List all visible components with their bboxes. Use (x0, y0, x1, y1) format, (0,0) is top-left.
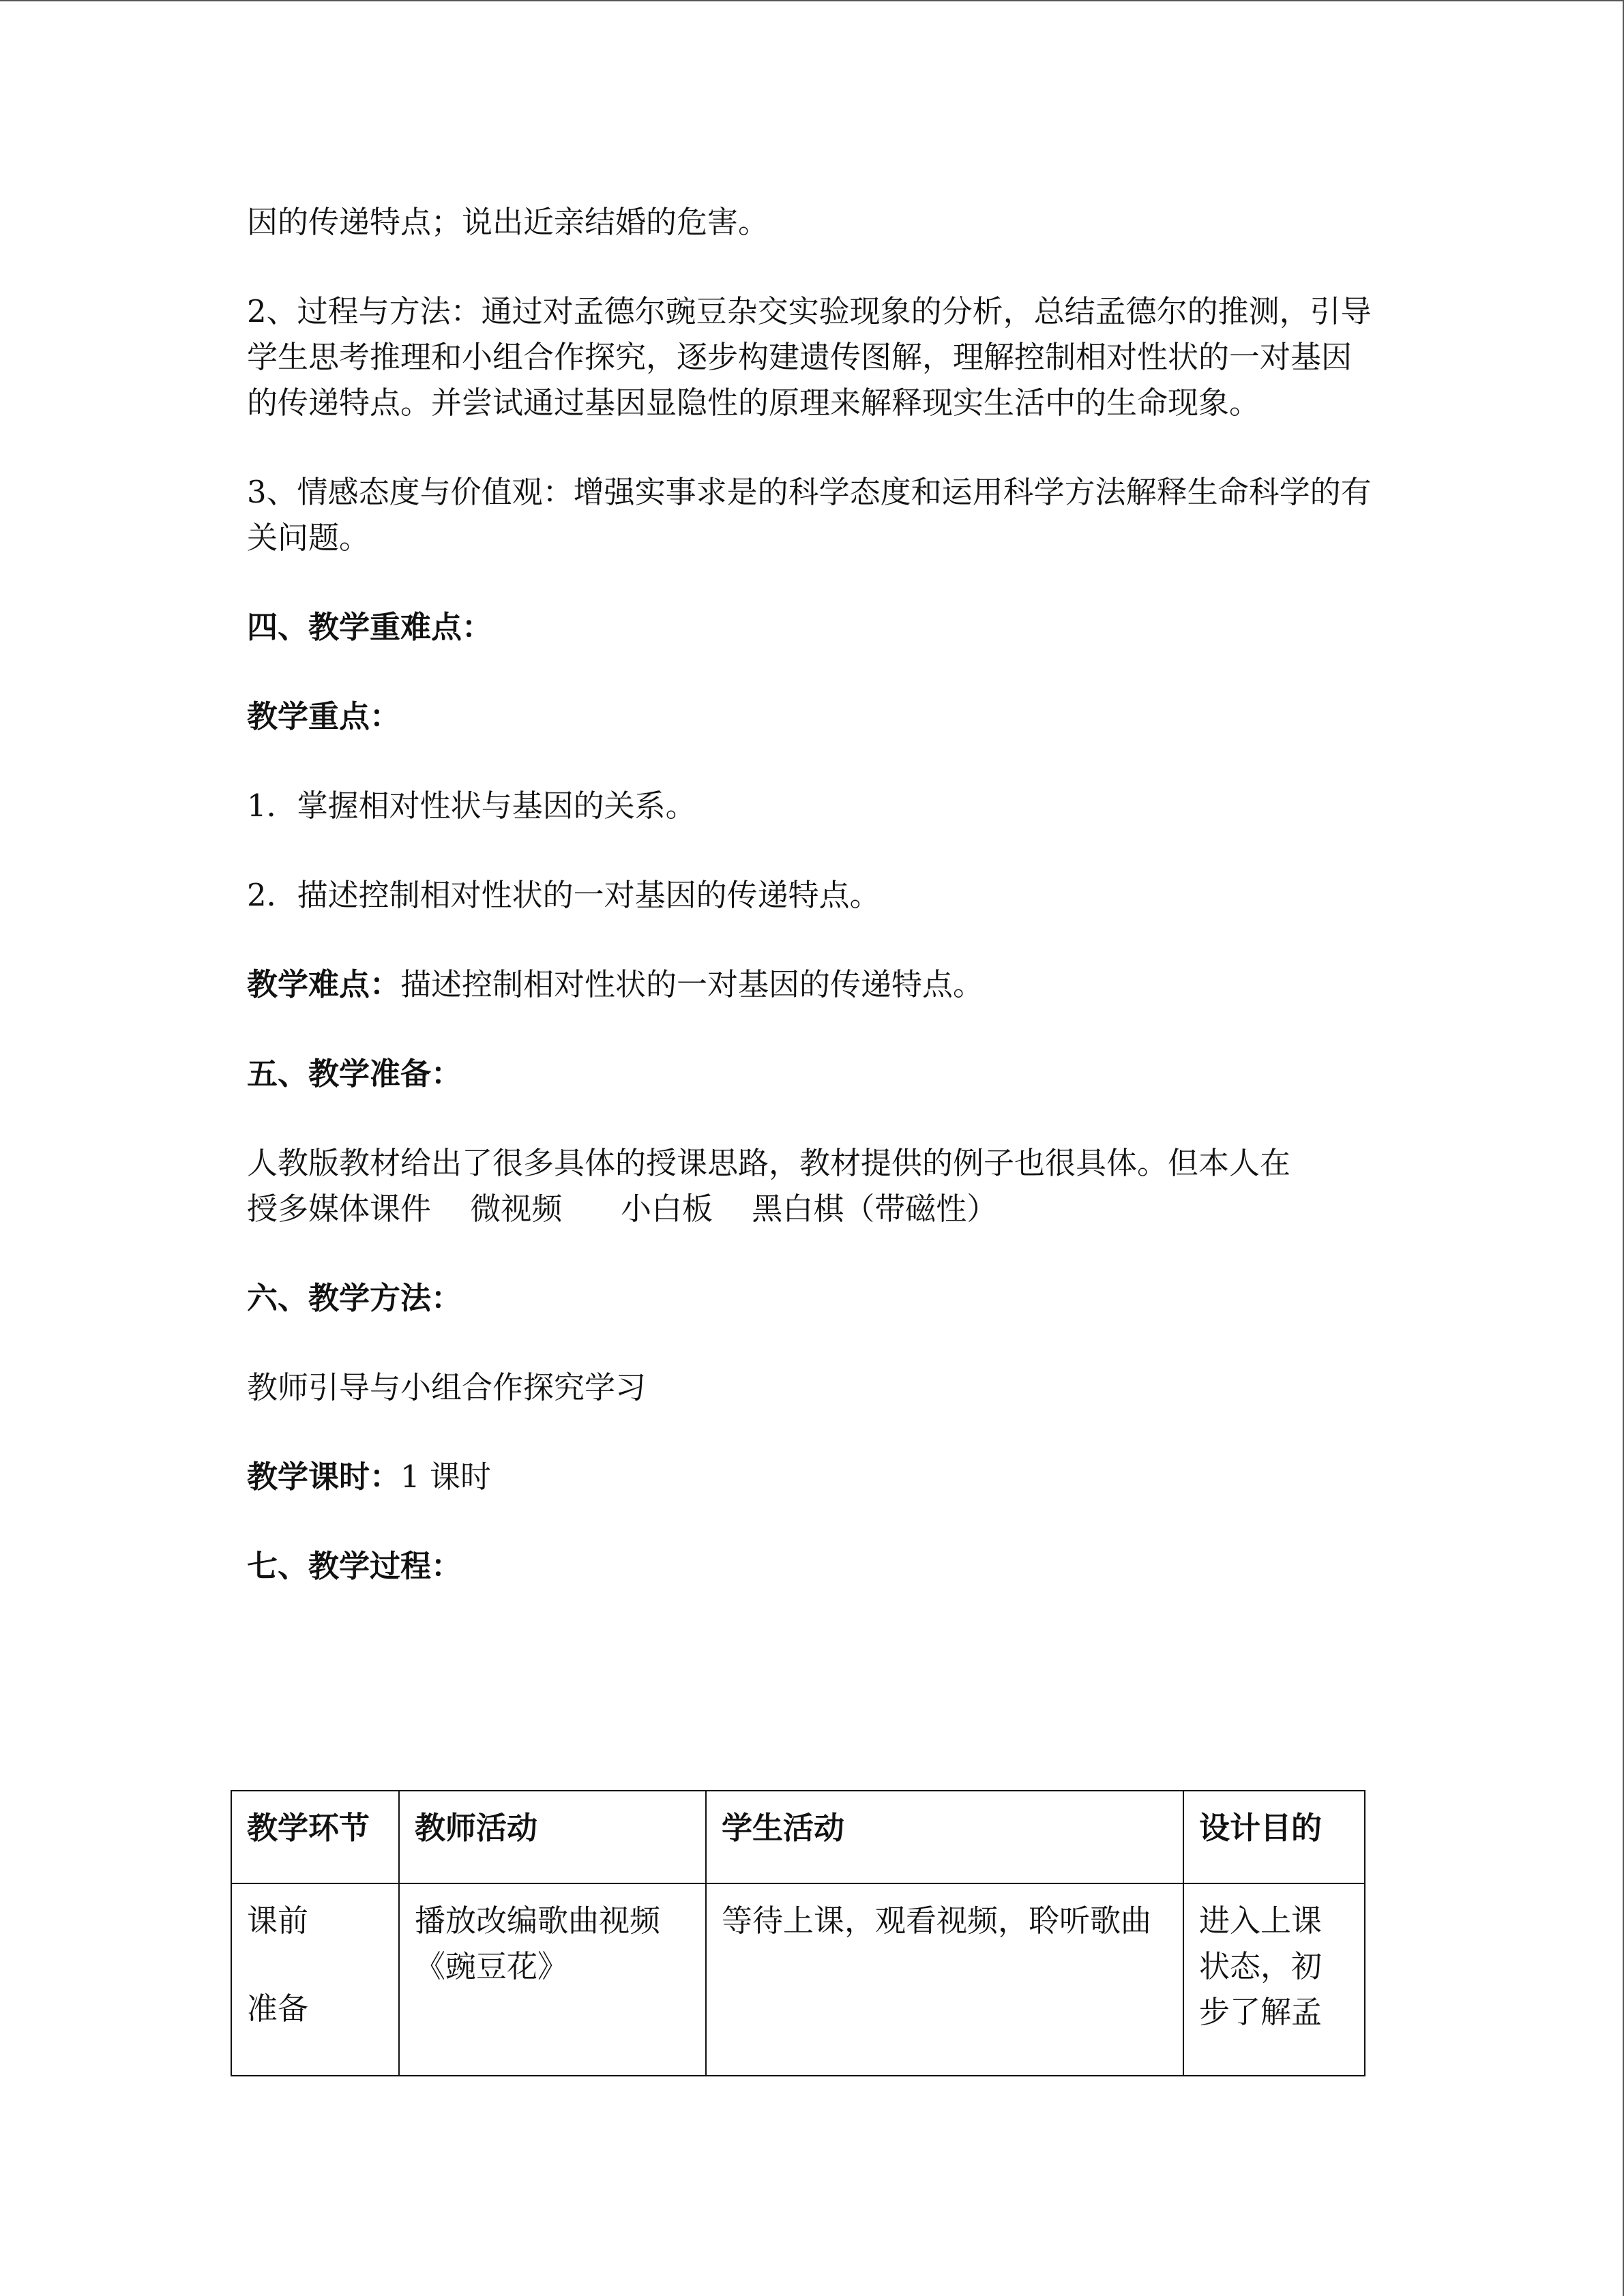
table-row (231, 1883, 1365, 2076)
heading-key-difficult-points: 四、教学重难点： (247, 609, 493, 645)
paragraph-preparation (247, 1140, 1379, 1232)
document-body (247, 199, 1379, 1632)
header-design-purpose: 设计目的 (1183, 1791, 1365, 1883)
cell-design-purpose (1183, 1883, 1365, 2076)
header-student-activity: 学生活动 (706, 1791, 1183, 1883)
key-point-2: 2．描述控制相对性状的一对基因的传递特点。 (247, 877, 881, 913)
difficult-point-label: 教学难点： (247, 966, 401, 1002)
cell-student-activity: 等待上课，观看视频，聆听歌曲 (706, 1883, 1183, 2076)
difficult-point (247, 961, 1379, 1007)
purpose-line-1: 进入上课 (1199, 1903, 1323, 1939)
heading-key-points: 教学重点： (247, 698, 401, 734)
heading-preparation: 五、教学准备： (247, 1056, 462, 1092)
teaching-hours-value: 1 课时 (400, 1459, 491, 1495)
stage-line-2: 准备 (247, 1991, 309, 2027)
teaching-process-table (231, 1790, 1365, 2076)
paragraph-continuation: 因的传递特点；说出近亲结婚的危害。 (247, 204, 769, 240)
heading-teaching-process: 七、教学过程： (247, 1548, 462, 1584)
purpose-line-3: 步了解孟 (1199, 1994, 1323, 2030)
preparation-line-1: 人教版教材给出了很多具体的授课思路，教材提供的例子也很具体。但本人在 (247, 1145, 1291, 1181)
purpose-line-2: 状态，初 (1199, 1948, 1323, 1984)
heading-methods: 六、教学方法： (247, 1280, 462, 1316)
cell-stage (231, 1883, 399, 2076)
teaching-hours-label: 教学课时： (247, 1459, 401, 1495)
cell-teacher-activity (399, 1883, 706, 2076)
stage-line-1: 课前 (247, 1903, 309, 1939)
key-point-1: 1．掌握相对性状与基因的关系。 (247, 788, 696, 824)
header-teacher-activity: 教师活动 (399, 1791, 706, 1883)
paragraph-methods: 教师引导与小组合作探究学习 (247, 1369, 647, 1405)
preparation-line-2: 授多媒体课件 微视频 小白板 黑白棋（带磁性） (247, 1191, 998, 1227)
teaching-hours (247, 1454, 1379, 1500)
teacher-activity-line-2: 《豌豆花》 (415, 1948, 569, 1984)
table-header-row (231, 1791, 1365, 1883)
difficult-point-text: 描述控制相对性状的一对基因的传递特点。 (400, 966, 984, 1002)
paragraph-process-methods: 2、过程与方法：通过对孟德尔豌豆杂交实验现象的分析，总结孟德尔的推测，引导学生思考推理和小组合作探究，逐步构建遗传图解，理解控制相对性状的一对基因的传递特点。并尝试通过基因显隐性的原理来解释现实生活中的生命现象。 (247, 293, 1372, 421)
header-stage: 教学环节 (231, 1791, 399, 1883)
teacher-activity-line-1: 播放改编歌曲视频 (415, 1903, 661, 1939)
paragraph-attitudes-values: 3、情感态度与价值观：增强实事求是的科学态度和运用科学方法解释生命科学的有关问题。 (247, 474, 1372, 556)
